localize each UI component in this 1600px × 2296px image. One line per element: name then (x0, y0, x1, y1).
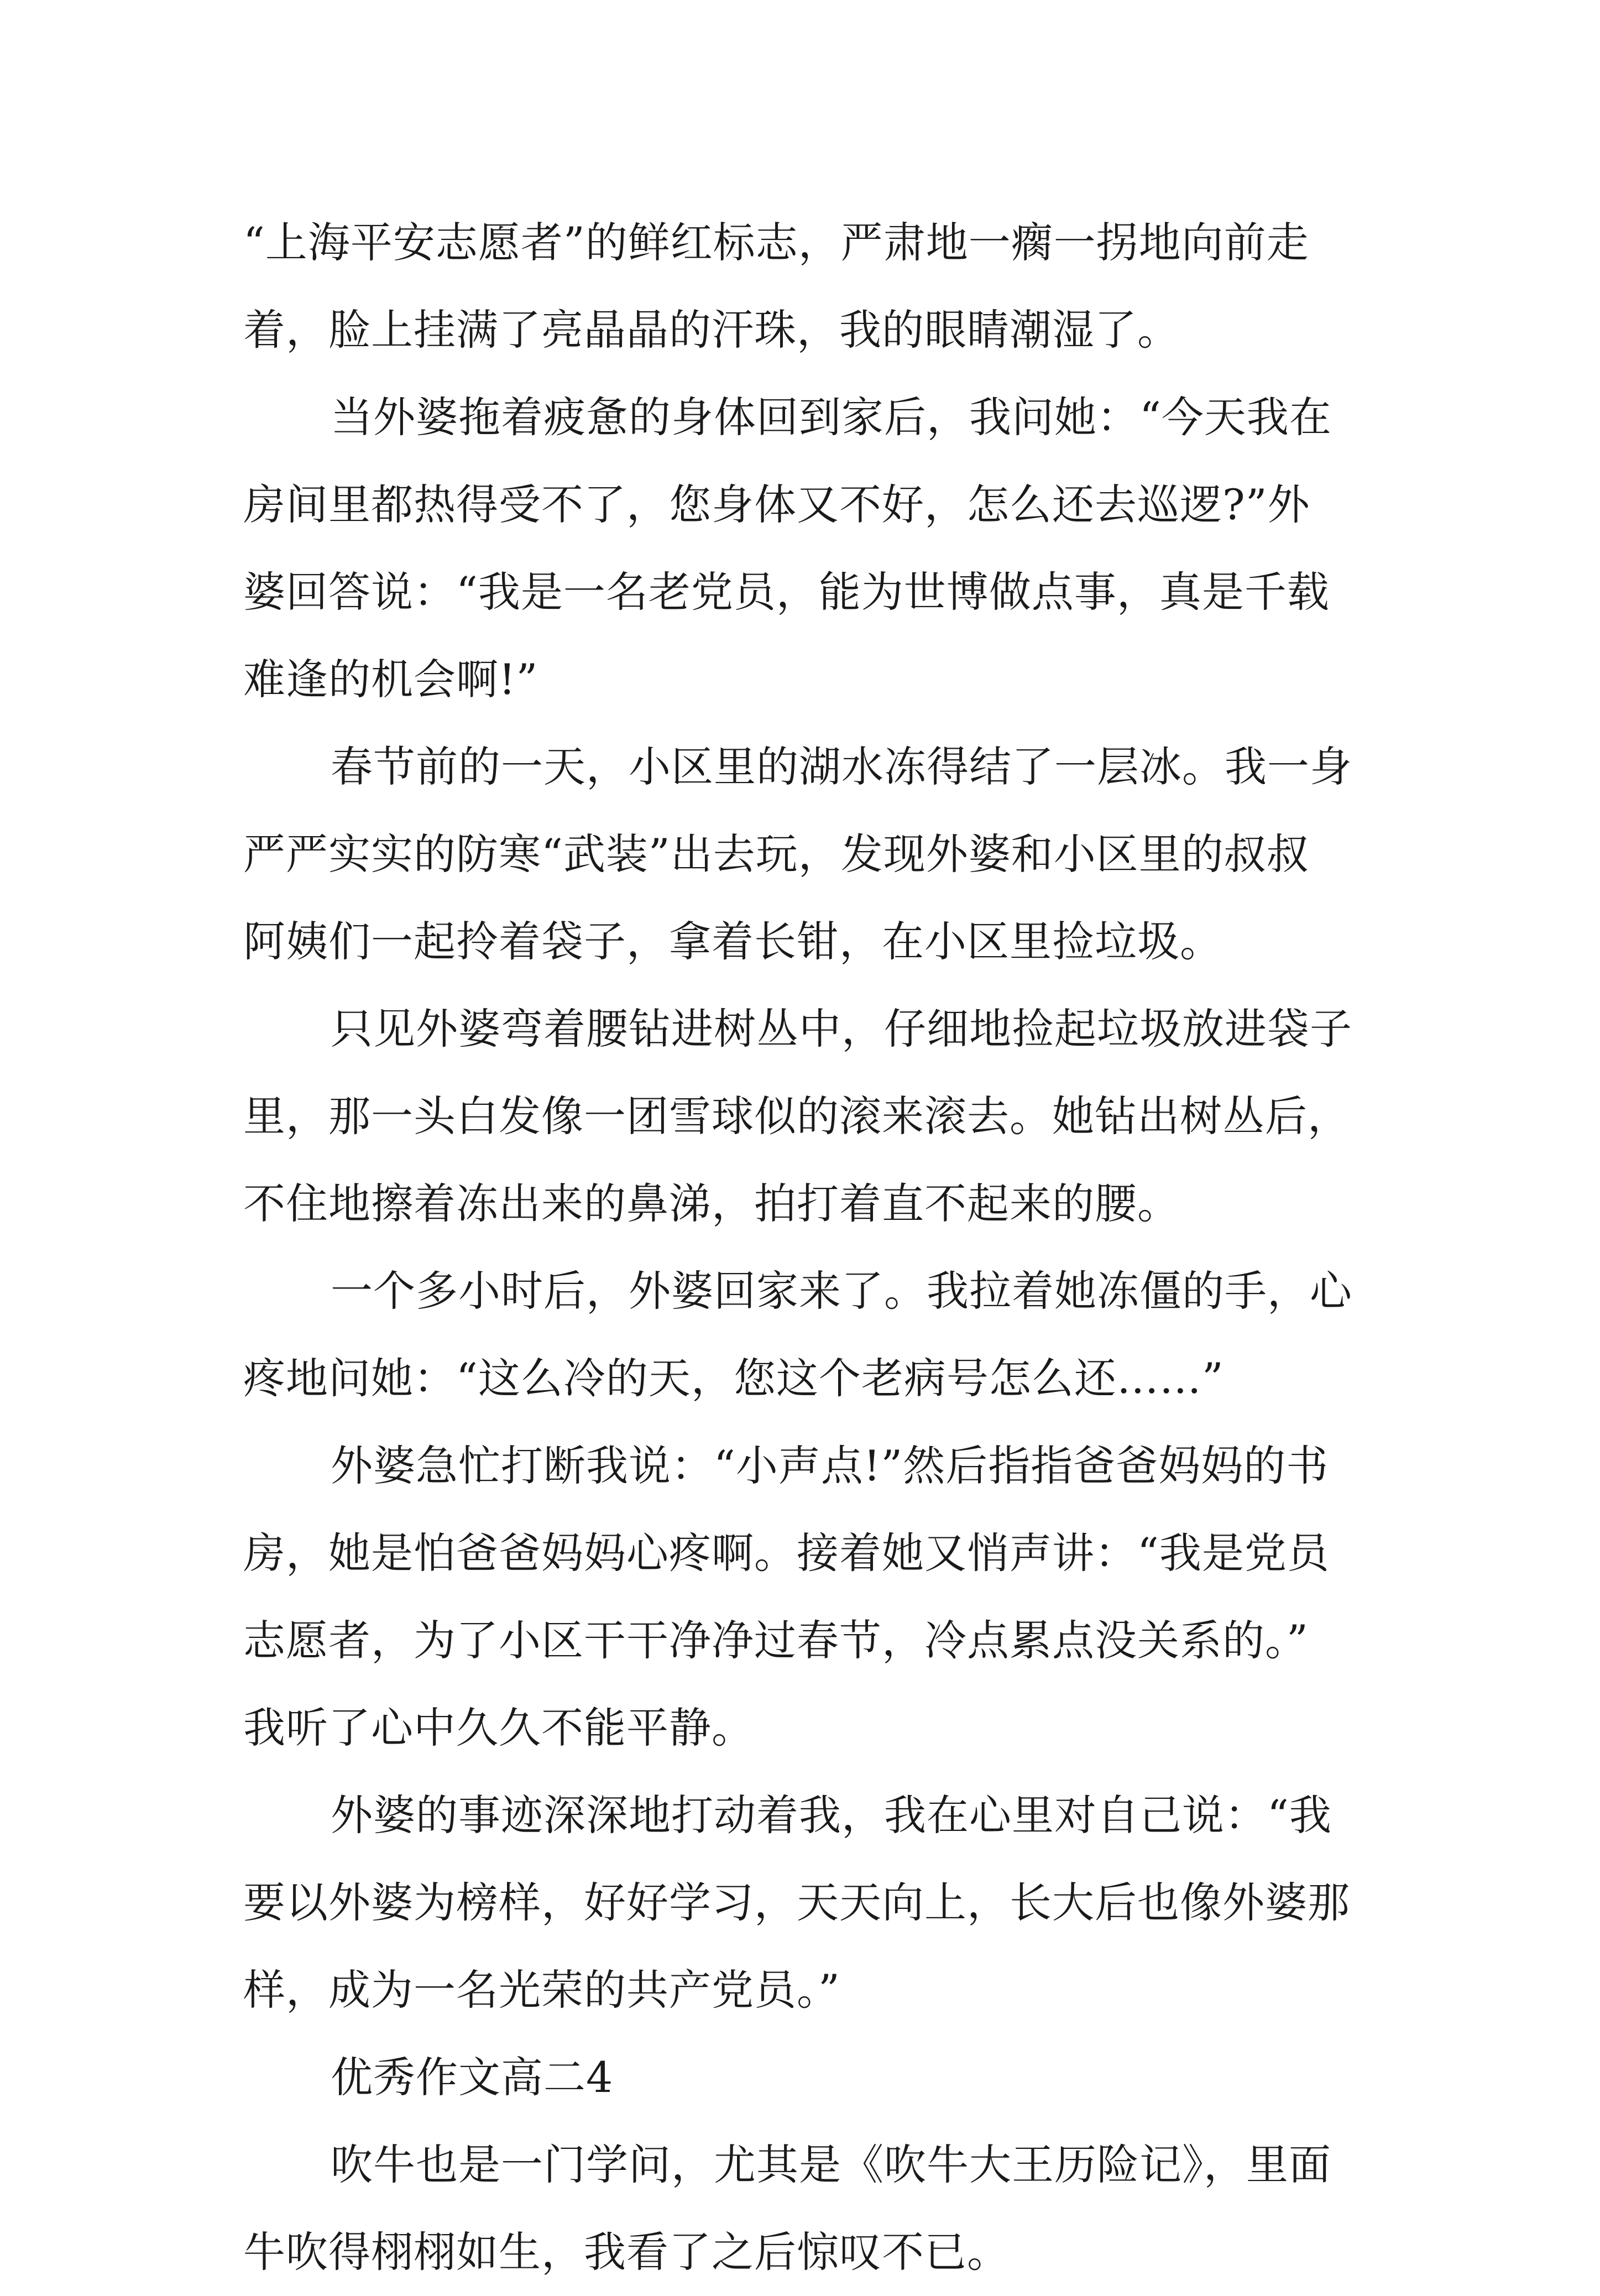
section-heading: 优秀作文高二4 (331, 2053, 614, 2102)
text-line: 难逢的机会啊!” (243, 655, 538, 704)
paragraph-start-line: 一个多小时后，外婆回家来了。我拉着她冻僵的手，心 (331, 1266, 1352, 1316)
paragraph-start-line: 吹牛也是一门学问，尤其是《吹牛大王历险记》，里面 (331, 2140, 1331, 2189)
text-line: 牛吹得栩栩如生，我看了之后惊叹不已。 (243, 2227, 1010, 2277)
paragraph-start-line: 当外婆拖着疲惫的身体回到家后，我问她：“今天我在 (331, 393, 1332, 442)
text-line: 我听了心中久久不能平静。 (243, 1703, 754, 1752)
paragraph-start-line: 只见外婆弯着腰钻进树丛中，仔细地捡起垃圾放进袋子 (331, 1004, 1352, 1053)
text-line: 房间里都热得受不了，您身体又不好，怎么还去巡逻?”外 (243, 480, 1310, 529)
essay-text (243, 199, 1360, 2296)
text-line: “上海平安志愿者”的鲜红标志，严肃地一瘸一拐地向前走 (243, 218, 1309, 267)
text-line: 着，脸上挂满了亮晶晶的汗珠，我的眼睛潮湿了。 (243, 305, 1180, 354)
paragraph-start-line: 外婆急忙打断我说：“小声点!”然后指指爸爸妈妈的书 (331, 1441, 1329, 1490)
text-line: 婆回答说：“我是一名老党员，能为世博做点事，真是千载 (243, 567, 1330, 617)
text-line: 不住地擦着冻出来的鼻涕，拍打着直不起来的腰。 (243, 1179, 1180, 1228)
text-line: 要以外婆为榜样，好好学习，天天向上，长大后也像外婆那 (243, 1878, 1350, 1927)
paragraph-start-line: 春节前的一天，小区里的湖水冻得结了一层冰。我一身 (331, 742, 1352, 791)
text-line: 房，她是怕爸爸妈妈心疼啊。接着她又悄声讲：“我是党员 (243, 1528, 1330, 1578)
text-line: 志愿者，为了小区干干净净过春节，冷点累点没关系的。” (243, 1616, 1309, 1665)
text-line: 样，成为一名光荣的共产党员。” (243, 1965, 840, 2015)
paragraph-start-line: 外婆的事迹深深地打动着我，我在心里对自己说：“我 (331, 1791, 1332, 1840)
text-line: 疼地问她：“这么冷的天，您这个老病号怎么还……” (243, 1354, 1224, 1403)
text-line: 里，那一头白发像一团雪球似的滚来滚去。她钻出树丛后， (243, 1092, 1350, 1141)
text-line: 阿姨们一起拎着袋子，拿着长钳，在小区里捡垃圾。 (243, 917, 1222, 966)
text-line: 严严实实的防寒“武装”出去玩，发现外婆和小区里的叔叔 (243, 829, 1309, 879)
